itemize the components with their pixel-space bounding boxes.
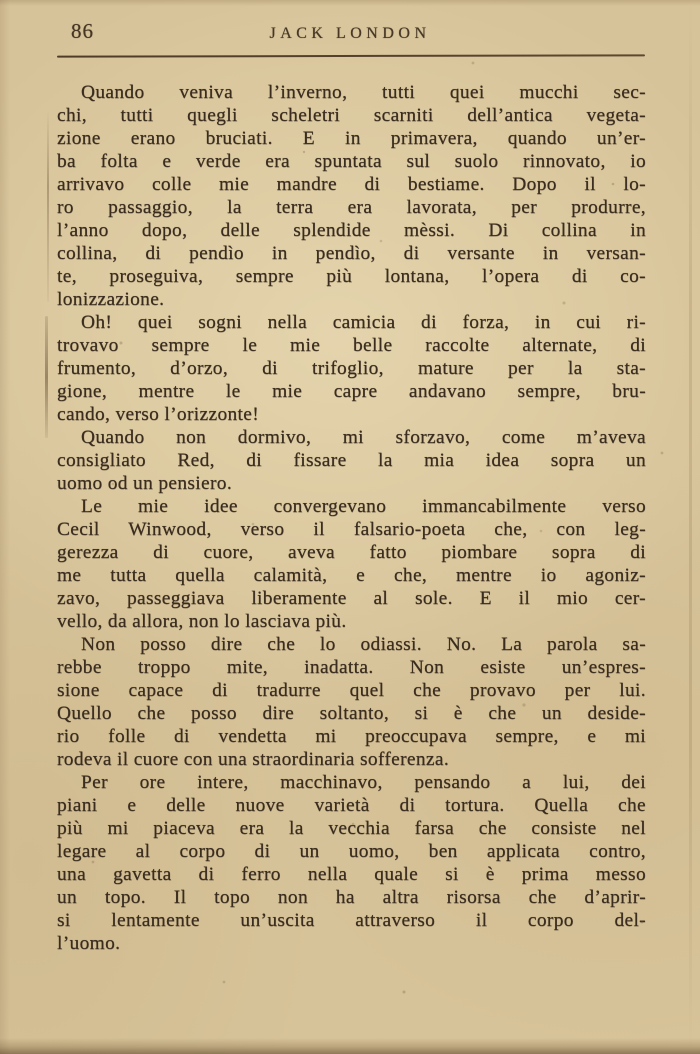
text-line: ro passaggio, la terra era lavorata, per produrre, [57, 197, 646, 218]
text-line: l’anno dopo, delle splendide mèssi. Di collina in [57, 220, 646, 241]
text-line: Quando non dormivo, mi sforzavo, come m’aveva [81, 427, 646, 448]
text-line: ba folta e verde era spuntata sul suolo rinnovato, io [57, 151, 646, 172]
text-line: te, proseguiva, sempre più lontana, l’opera di co- [57, 266, 646, 287]
text-line: legare al corpo di un uomo, ben applicata contro, [57, 841, 646, 862]
scan-artifact-line [47, 110, 49, 302]
body-text [57, 81, 646, 955]
text-line: si lentamente un’uscita attraverso il corpo del- [57, 910, 646, 931]
text-line: piani e delle nuove varietà di tortura. Quella che [57, 795, 646, 816]
text-line: Per ore intere, macchinavo, pensando a lui, dei [81, 772, 646, 793]
text-line: un topo. Il topo non ha altra risorsa che d’aprir- [57, 887, 646, 908]
text-line: più mi piaceva era la vecchia farsa che consiste nel [57, 818, 646, 839]
text-line: collina, di pendìo in pendìo, di versante in versan- [57, 243, 646, 264]
text-line: Quando veniva l’inverno, tutti quei mucchi sec- [81, 82, 646, 103]
text-line: trovavo sempre le mie belle raccolte alternate, di [57, 335, 646, 356]
text-line: me tutta quella calamità, e che, mentre io agoniz- [57, 565, 646, 586]
text-line: rio folle di vendetta mi preoccupava sempre, e mi [57, 726, 646, 747]
text-line: frumento, d’orzo, di trifoglio, mature per la sta- [57, 358, 646, 379]
text-line: arrivavo colle mie mandre di bestiame. Dopo il lo- [57, 174, 646, 195]
running-title: JACK LONDON [269, 25, 431, 42]
text-line: chi, tutti quegli scheletri scarniti dell’antica vegeta- [57, 105, 646, 126]
header-rule [57, 54, 645, 57]
page-number: 86 [71, 19, 94, 43]
text-line: zavo, passeggiava liberamente al sole. E il mio cer- [57, 588, 646, 609]
text-line: consigliato Red, di fissare la mia idea sopra un [57, 450, 646, 471]
page-edge-shadow-bottom [0, 1038, 700, 1054]
text-line: Cecil Winwood, verso il falsario-poeta che, con leg- [57, 519, 646, 540]
text-line: zione erano bruciati. E in primavera, quando un’er- [57, 128, 646, 149]
text-line: gerezza di cuore, aveva fatto piombare sopra di [57, 542, 646, 563]
text-line: vello, da allora, non lo lasciava più. [57, 611, 347, 632]
text-line: Non posso dire che lo odiassi. No. La parola sa- [81, 634, 646, 655]
text-line: sione capace di tradurre quel che provavo per lui. [57, 680, 646, 701]
page-edge-shadow-top [0, 0, 700, 6]
paper-speckles [0, 0, 2, 2]
text-line: lonizzazione. [57, 289, 165, 310]
text-line: rodeva il cuore con una straordinaria sofferenza. [57, 749, 450, 770]
text-line: Quello che posso dire soltanto, si è che un deside- [57, 703, 646, 724]
text-line: l’uomo. [57, 933, 121, 954]
text-line: una gavetta di ferro nella quale si è prima messo [57, 864, 646, 885]
text-line: Le mie idee convergevano immancabilmente verso [81, 496, 646, 517]
text-line: Oh! quei sogni nella camicia di forza, in cui ri- [81, 312, 646, 333]
text-line: rebbe troppo mite, inadatta. Non esiste un’espres- [57, 657, 646, 678]
page-edge-shadow-left [0, 0, 10, 1054]
text-line: cando, verso l’orizzonte! [57, 404, 260, 425]
scan-artifact-line [45, 316, 48, 438]
text-line: uomo od un pensiero. [57, 473, 233, 494]
page-crease [689, 0, 692, 1054]
text-line: gione, mentre le mie capre andavano sempre, bru- [57, 381, 646, 402]
